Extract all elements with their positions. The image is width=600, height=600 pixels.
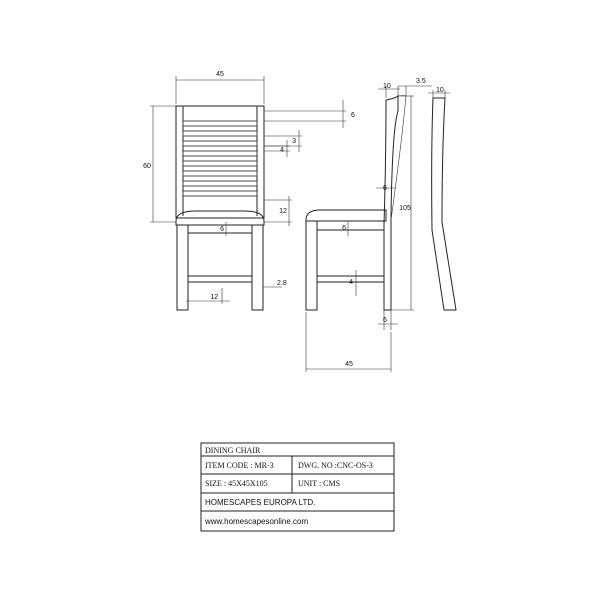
- side-apron: [317, 221, 384, 230]
- side-back-leg: [384, 96, 398, 310]
- dim-seat-thickness: 12: [279, 208, 287, 215]
- dim-side-top: 10: [383, 83, 391, 90]
- side-front-leg: [306, 221, 317, 310]
- front-left-leg: [177, 225, 188, 310]
- title-block-company: HOMESCAPES EUROPA LTD.: [205, 498, 316, 507]
- dim-side-depth: 45: [345, 361, 353, 368]
- front-view: [143, 71, 355, 310]
- dim-side-height: 105: [399, 205, 411, 212]
- dim-slat-gap-top: 6: [351, 112, 355, 119]
- dim-slat-thickness: 4: [280, 147, 284, 154]
- title-block-website: www.homescapesonline.com: [205, 517, 309, 526]
- dim-front-height: 60: [143, 163, 151, 170]
- dim-apron: 6: [220, 226, 224, 233]
- dim-side-offset: 3.5: [416, 78, 426, 85]
- back-leg-profile: [428, 87, 456, 310]
- front-right-leg: [252, 225, 263, 310]
- dim-side-stretcher: 4: [349, 279, 353, 286]
- side-seat: [306, 210, 386, 221]
- dim-side-mid: 6: [383, 185, 387, 192]
- dim-side-foot: 6: [383, 317, 387, 324]
- dim-side-apron: 6: [342, 225, 346, 232]
- title-block-item-code: ITEM CODE : MR-3: [205, 461, 274, 470]
- dim-front-width: 45: [216, 71, 224, 78]
- front-backrest-slats: [183, 121, 257, 196]
- title-block-dwg-no: DWG. NO :CNC-OS-3: [298, 461, 373, 470]
- title-block-name: DINING CHAIR: [205, 446, 261, 455]
- dim-leg-stretcher: 2.8: [277, 280, 287, 287]
- back-leg-outline: [432, 98, 456, 310]
- dim-leg-width: 12: [210, 294, 218, 301]
- side-view: [306, 78, 432, 372]
- front-stretcher: [188, 276, 252, 282]
- dim-slat-space: 3: [292, 138, 296, 145]
- dim-back-top: 10: [436, 87, 444, 94]
- title-block: [201, 443, 394, 531]
- title-block-size: SIZE : 45X45X105: [205, 479, 268, 488]
- title-block-unit: UNIT : CMS: [298, 479, 341, 488]
